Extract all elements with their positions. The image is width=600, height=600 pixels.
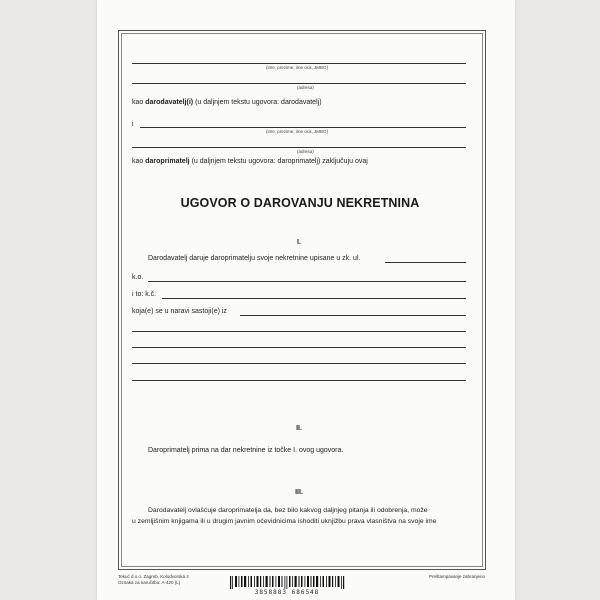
publisher-name: Tekuć d.o.o. Zagreb, Kolodvorska 4 <box>118 574 189 579</box>
donor-address-hint: (adresa) <box>297 85 314 90</box>
composition-line-1[interactable] <box>240 315 466 316</box>
land-registry-line[interactable] <box>385 262 466 263</box>
document-title: UGOVOR O DAROVANJU NEKRETNINA <box>180 196 420 210</box>
section-1-text: Darodavatelj daruje daroprimatelju svoje nekretnine upisane u zk. ul. <box>148 255 361 262</box>
conjunction-text: i <box>132 121 134 128</box>
section-3-heading: III. <box>295 489 303 496</box>
cadastral-municipality-line[interactable] <box>148 281 466 282</box>
section-2-text: Daroprimatelj prima na dar nekretnine iz točke I. ovog ugovora. <box>148 447 344 454</box>
publisher-info <box>118 574 189 586</box>
recipient-role-text: kao daroprimatelj (u daljnjem tekstu ugovora: daroprimatelj) zaključuju ovaj <box>132 158 368 165</box>
composition-line-2[interactable] <box>132 331 466 332</box>
section-3-text-1: Darodavatelj ovlašćuje daroprimatelja da, bez bilo kakvog daljnjeg pitanja ili odobrenja, može <box>148 507 428 514</box>
donor-address-line[interactable] <box>132 83 466 84</box>
composition-line-3[interactable] <box>132 347 466 348</box>
section-2-heading: II. <box>296 425 302 432</box>
donor-name-hint: (ime, prezime, ime oca, JMBG) <box>266 65 329 70</box>
composition-label: koja(e) se u naravi sastoji(e) iz <box>132 308 227 315</box>
recipient-address-line[interactable] <box>132 147 466 148</box>
recipient-name-line[interactable] <box>140 127 466 128</box>
copy-notice: Preštampavanje zabranjeno <box>429 574 486 579</box>
cadastral-municipality-label: k.o. <box>132 274 144 281</box>
composition-line-5[interactable] <box>132 380 466 381</box>
barcode <box>228 576 346 589</box>
parcel-line[interactable] <box>162 298 466 299</box>
order-code: Oznaka za naručitbu: A-420 (L) <box>118 580 181 585</box>
recipient-address-hint: (adresa) <box>297 149 314 154</box>
parcel-label: i to: k.č. <box>132 291 157 298</box>
donor-role-text: kao darodavatelj(i) (u daljnjem tekstu ugovora: darodavatelj) <box>132 99 322 106</box>
recipient-name-hint: (ime, prezime, ime oca, JMBG) <box>266 129 329 134</box>
form-frame-inner <box>121 33 483 567</box>
section-3-text-2: u zemljišnim knjigama ili u drugim javnim očevidnicima ishoditi uknjižbu prava vlasništva na svoje ime <box>132 518 437 525</box>
composition-line-4[interactable] <box>132 363 466 364</box>
donor-name-line[interactable] <box>132 63 466 64</box>
section-1-heading: I. <box>297 239 301 246</box>
barcode-number: 3858883 686548 <box>254 589 320 596</box>
